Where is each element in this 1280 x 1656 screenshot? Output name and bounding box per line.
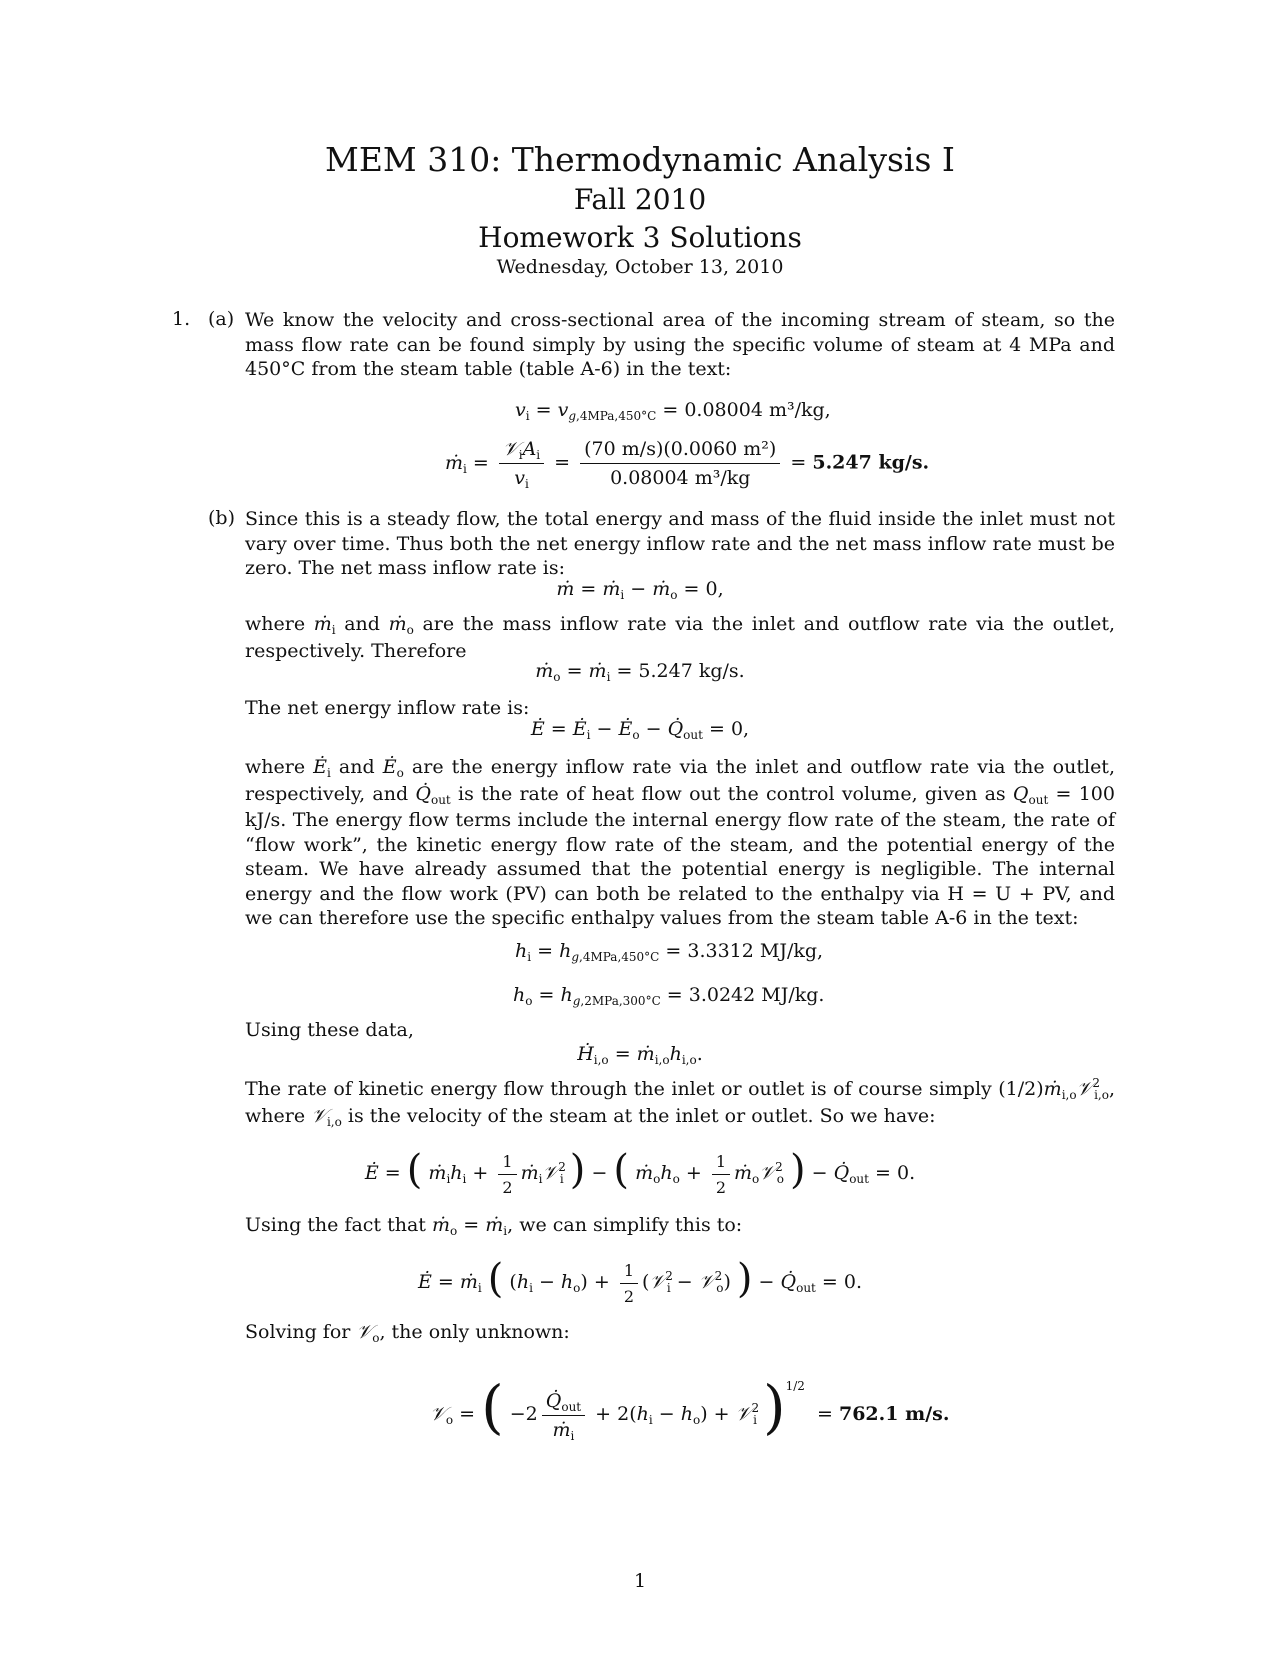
part-b-text-9-wrap: Solving for 𝒱$_o$, the only unknown: (245, 1321, 570, 1345)
outflow-equation: ṁ$_o$ = ṁ$_i$ = 5.247 kg/s. (535, 660, 745, 684)
enthalpy-inlet-value: = 3.3312 MJ/kg, (665, 940, 824, 962)
part-b-text-6: Using these data, (245, 1019, 414, 1041)
simplified-energy-equation: Ė = ṁ$_i$ ( $(h_i - h_o)$ + $\frac{1}{2}$ (𝒱$^2_i$ − 𝒱$^2_o$) ) − $Q̇_{out} = 0$. (417, 1256, 863, 1306)
part-b-label: (b) (208, 507, 235, 529)
part-b-text-7c: is the velocity of the steam at the inlet or outlet. So we have: (347, 1104, 936, 1127)
part-b-text-4b: is the rate of heat flow out the control volume, given as (458, 782, 1006, 805)
part-b-text-7b: where (245, 1104, 306, 1127)
part-b-text-8: Using the fact that (245, 1214, 426, 1236)
q-out-value: = 100 kJ/s. (245, 782, 1115, 831)
specific-volume-equation: $v_i = v_{g,4MPa,450^\circ C} = 0.08004$ m³/kg, (515, 399, 831, 423)
part-b-text-7-wrap: The rate of kinetic energy flow through the inlet or outlet is of course simply (1/2)ṁ$_{i,o}$𝒱$^2_{i,o}$, where 𝒱$_{i,o}$ is the velocity of the steam at the inlet or outlet. So we have: (245, 1076, 1115, 1129)
outflow-value: = 5.247 kg/s. (616, 660, 745, 682)
specific-volume-value: = 0.08004 m³/kg, (662, 399, 831, 421)
part-b-text-2: are the mass inflow rate via the inlet and outflow rate via the outlet, respectively. Therefore (245, 613, 1115, 662)
part-a-text: We know the velocity and cross-sectional area of the incoming stream of steam, so the mass flow rate can be found simply by using the specific volume of steam at 4 MPa and 450°C from the steam table (table A-6) in the text: (245, 309, 1115, 380)
problem-number: 1. (172, 308, 191, 330)
energy-balance-equation: Ė = ( $ṁ_ih_i$ + $\frac{1}{2}$ ṁ$_i$𝒱$^2_i$ ) − ( $ṁ_oh_o$ + $\frac{1}{2}$ ṁ$_o$𝒱$^2_o$ ) − $Q̇_{out} = 0$. (364, 1147, 916, 1197)
velocity-result: 762.1 m/s (838, 1403, 943, 1425)
part-b-text-2-wrap: where ṁ$_i$ and ṁ$_o$ are the mass inflow rate via the inlet and outflow rate via the outlet, respectively. Therefore (245, 613, 1115, 662)
enthalpy-outlet-value: = 3.0242 MJ/kg. (666, 984, 825, 1006)
velocity-result-equation: 𝒱$_o$ = ( −2 $\frac{Q̇_{out}}{ṁ_i}$ + $2(h_i - h_o)$ + 𝒱$^2_i$ )$^{1/2}$ = 762.1 m/s. (430, 1373, 950, 1443)
part-b-text-8-wrap: Using the fact that ṁ$_o$ = ṁ$_i$, we can simplify this to: (245, 1214, 743, 1238)
part-b-text-4: are the energy inflow rate via the inlet and outflow rate via the outlet, respectively, and (245, 756, 1115, 805)
mass-flow-equation: ṁ$_i$ = $\frac{𝒱_iA_i}{v_i}$ = $\frac{\text{(70 m/s)(0.0060 m²)}}{\text{0.08004 m³/kg}}$ = 5.247 kg/s. (445, 438, 930, 491)
document-term: Fall 2010 (573, 183, 707, 216)
document-title: MEM 310: Thermodynamic Analysis I (325, 140, 955, 179)
enthalpy-outlet-equation: $h_o = h_{g,2MPa,300^\circ C} = 3.0242$ MJ/kg. (513, 984, 825, 1008)
part-b-text-7: The rate of kinetic energy flow through the inlet or outlet is of course simply (1/2) (245, 1078, 1044, 1100)
part-b-text-1: Since this is a steady flow, the total energy and mass of the fluid inside the inlet must not vary over time. Thus both the net energy inflow rate and the net mass inflow rate must be zero. The net mass inflow rate is: (245, 508, 1115, 579)
part-b-text-9b: the only unknown: (391, 1321, 570, 1343)
enthalpy-flow-equation: Ḣ$_{i,o}$ = $ṁ_{i,o}h_{i,o}$. (577, 1043, 703, 1067)
mass-flow-denominator: 0.08004 m³/kg (610, 467, 751, 489)
part-b-text-9: Solving for (245, 1321, 351, 1343)
enthalpy-inlet-equation: $h_i = h_{g,4MPa,450^\circ C} = 3.3312$ MJ/kg, (515, 940, 824, 964)
part-a-label: (a) (208, 308, 235, 330)
document-date: Wednesday, October 13, 2010 (496, 256, 784, 278)
mass-flow-numerator: (70 m/s)(0.0060 m²) (580, 438, 780, 464)
net-energy-equation: Ė = $Ė_i$ − $Ė_o$ − $Q̇_{out} = 0$, (530, 718, 750, 742)
net-mass-equation: ṁ = ṁ$_i$ − ṁ$_o$ = 0, (556, 578, 724, 602)
part-b-text-5: The energy flow terms include the internal energy flow rate of the steam, the rate of “flow work”, the kinetic energy flow rate of the steam, and the potential energy of the steam. We have already assumed that the potential energy is negligible. The internal energy and the flow work (PV) can both be related to the enthalpy via H = U + PV, and we can therefore use the specific enthalpy values from the steam table A-6 in the text: (245, 809, 1115, 929)
part-b-text-4-wrap: where $Ė_i$ and $Ė_o$ are the energy inflow rate via the inlet and outflow rate via the outlet, respectively, and $Q̇_{out}$ is the rate of heat flow out the control volume, given as $Q_{out} = 100$ kJ/s. The energy flow terms include the internal energy flow rate of the steam, the rate of “flow work”, the kinetic energy flow rate of the steam, and the potential energy of the steam. We have already assumed that the potential energy is negligible. The internal energy and the flow work (PV) can both be related to the enthalpy via H = U + PV, and we can therefore use the specific enthalpy values from the steam table A-6 in the text: (245, 756, 1115, 929)
document-assignment: Homework 3 Solutions (478, 221, 802, 254)
page-number: 1 (633, 1570, 647, 1592)
mass-flow-result: 5.247 kg/s (812, 451, 923, 474)
part-b-text-8b: we can simplify this to: (519, 1214, 743, 1236)
part-b-text-3: The net energy inflow rate is: (245, 697, 530, 719)
